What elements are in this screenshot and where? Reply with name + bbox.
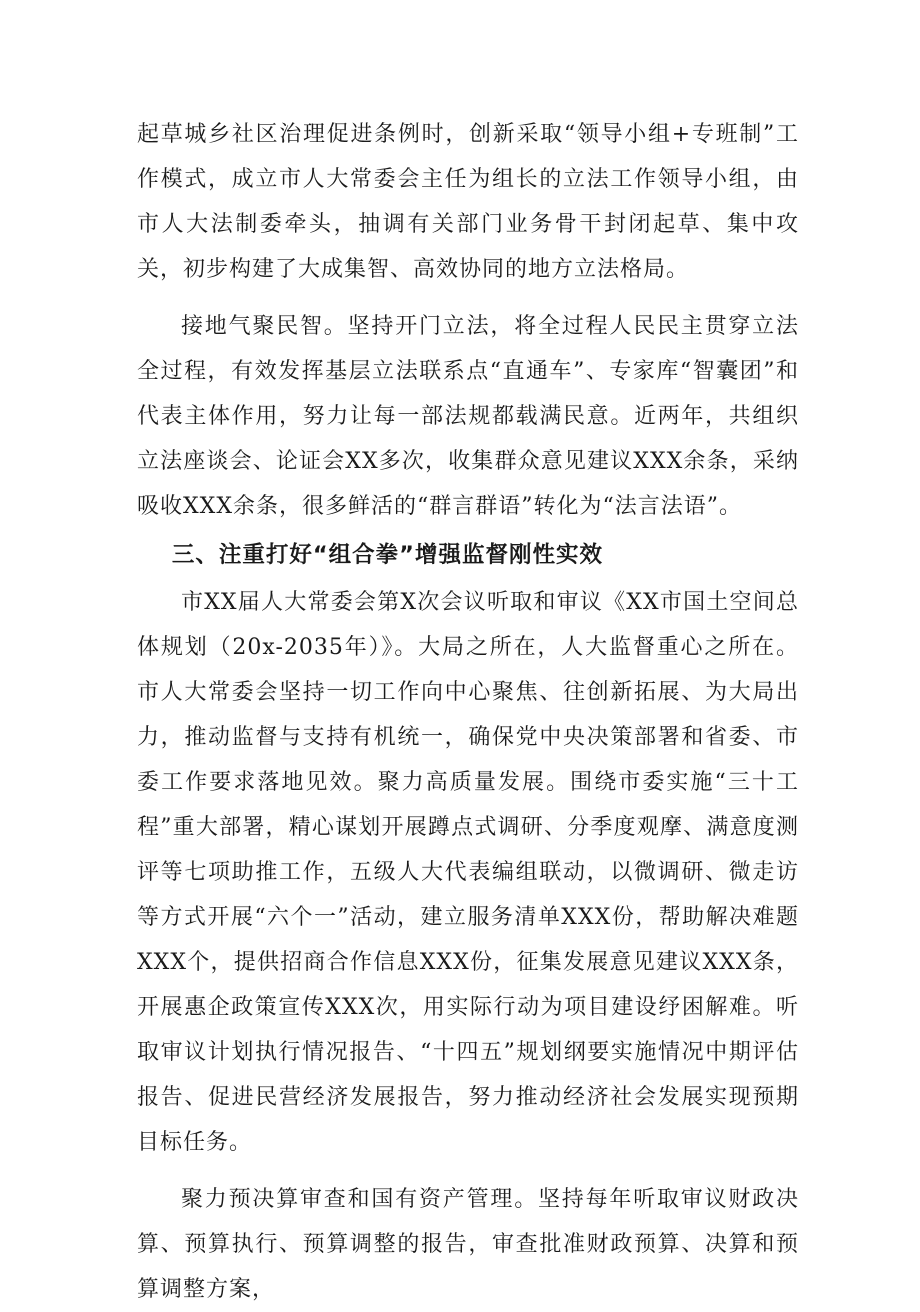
section-heading-supervision: 三、注重打好“组合拳”增强监督刚性实效: [171, 542, 603, 568]
paragraph-public-input: 接地气聚民智。坚持开门立法，将全过程人民民主贯穿立法全过程，有效发挥基层立法联系点“直通车”、专家库“智囊团”和代表主体作用，努力让每一部法规都载满民意。近两年，共组织立法座谈会、论证会XX多次，收集群众意见建议XXX余条，采纳吸收XXX余条，很多鲜活的“群言群语”转化为“法言法语”。: [137, 314, 799, 519]
document-body: [137, 112, 799, 1312]
paragraph-budget-review: 聚力预决算审查和国有资产管理。坚持每年听取审议财政决算、预算执行、预算调整的报告，审查批准财政预算、决算和预算调整方案，: [137, 1187, 799, 1302]
paragraph-supervision-work: 市XX届人大常委会第X次会议听取和审议《XX市国土空间总体规划（20x-2035年）》。大局之所在，人大监督重心之所在。市人大常委会坚持一切工作向中心聚焦、往创新拓展、为大局出力，推动监督与支持有机统一，确保党中央决策部署和省委、市委工作要求落地见效。聚力高质量发展。围绕市委实施“三十工程”重大部署，精心谋划开展蹲点式调研、分季度观摩、满意度测评等七项助推工作，五级人大代表编组联动，以微调研、微走访等方式开展“六个一”活动，建立服务清单XXX份，帮助解决难题XXX个，提供招商合作信息XXX份，征集发展意见建议XXX条，开展惠企政策宣传XXX次，用实际行动为项目建设纾困解难。听取审议计划执行情况报告、“十四五”规划纲要实施情况中期评估报告、促进民营经济发展报告，努力推动经济社会发展实现预期目标任务。: [137, 590, 799, 1155]
paragraph-legislation-mode: 起草城乡社区治理促进条例时，创新采取“领导小组+专班制”工作模式，成立市人大常委会主任为组长的立法工作领导小组，由市人大法制委牵头，抽调有关部门业务骨干封闭起草、集中攻关，初步构建了大成集智、高效协同的地方立法格局。: [137, 122, 799, 282]
